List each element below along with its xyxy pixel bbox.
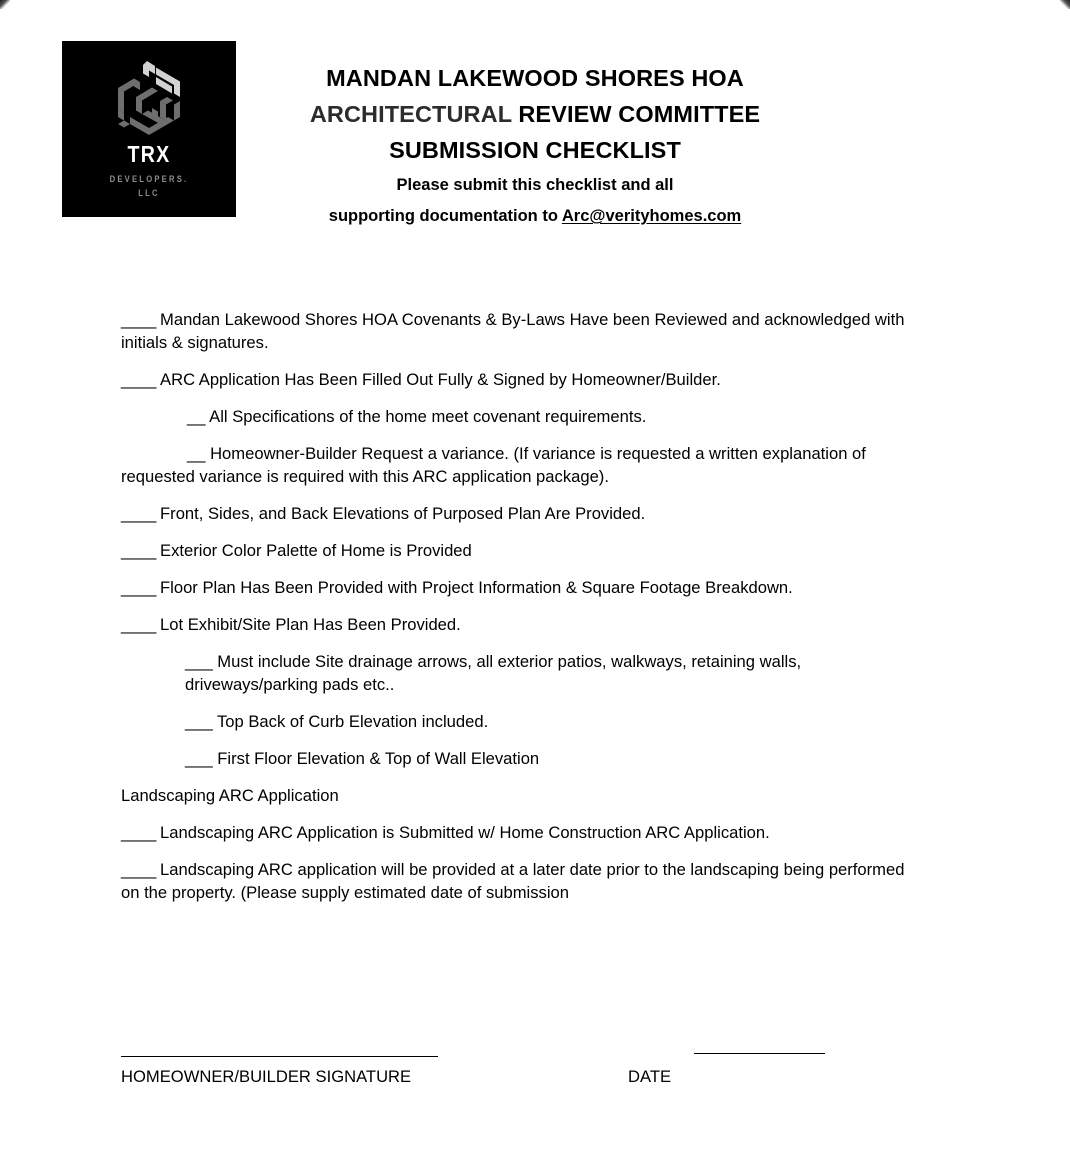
checklist-item	[121, 368, 923, 391]
date-label: DATE	[628, 1067, 672, 1086]
signature-line[interactable]	[121, 1056, 438, 1057]
trx-isometric-hexagon-logo-icon	[103, 57, 195, 141]
checklist-item-text: Landscaping ARC Application is Submitted w/ Home Construction ARC Application.	[160, 823, 770, 842]
submission-instruction-line-1: Please submit this checklist and all	[396, 176, 674, 194]
date-line[interactable]	[694, 1053, 825, 1054]
document-title-line-3: SUBMISSION CHECKLIST	[389, 137, 681, 163]
checklist-blank-line[interactable]: ___	[185, 652, 218, 671]
checklist-item-text: Lot Exhibit/Site Plan Has Been Provided.	[160, 615, 461, 634]
document-title-line-2	[236, 96, 834, 132]
document-title-line-1: MANDAN LAKEWOOD SHORES HOA	[326, 65, 744, 91]
checklist-item	[121, 613, 923, 636]
submission-instruction-line-2	[236, 203, 834, 230]
checklist-item	[121, 821, 923, 844]
checklist-item-text: Front, Sides, and Back Elevations of Purposed Plan Are Provided.	[160, 504, 646, 523]
checklist-blank-line[interactable]: ____	[121, 504, 161, 523]
document-title-line-2-architectural: ARCHITECTURAL	[309, 101, 519, 127]
checklist-item	[121, 405, 923, 428]
submission-email-link[interactable]: Arc@verityhomes.com	[561, 207, 742, 225]
checklist-item	[121, 502, 923, 525]
checklist-item-text: Top Back of Curb Elevation included.	[217, 712, 489, 731]
checklist-blank-line[interactable]: ____	[121, 860, 161, 879]
checklist-item-text: Exterior Color Palette of Home is Provided	[160, 541, 472, 560]
checklist-blank-line[interactable]: __	[187, 444, 211, 463]
logo-wordmark: TRX	[127, 141, 171, 167]
checklist-blank-line[interactable]: ____	[121, 541, 161, 560]
checklist-blank-line[interactable]: ____	[121, 370, 161, 389]
submission-instruction-prefix: supporting documentation to	[328, 207, 562, 225]
logo-subtext-line2: LLC	[138, 187, 160, 198]
signature-block	[121, 1040, 931, 1092]
checklist-item	[121, 784, 923, 807]
checklist-item	[121, 576, 923, 599]
checklist-blank-line[interactable]: ____	[121, 310, 161, 329]
checklist-blank-line[interactable]: ____	[121, 578, 161, 597]
checklist-item	[121, 539, 923, 562]
checklist-item-text: Mandan Lakewood Shores HOA Covenants & By-Laws Have been Reviewed and acknowledged with initials & signatures.	[121, 310, 905, 352]
document-header	[0, 0, 1070, 240]
checklist-item-text: ARC Application Has Been Filled Out Fully & Signed by Homeowner/Builder.	[160, 370, 721, 389]
checklist-blank-line[interactable]: ___	[185, 712, 217, 731]
checklist-item	[121, 710, 923, 733]
logo-subtext-line1: DEVELOPERS.	[109, 174, 189, 184]
checklist-item-text: Landscaping ARC Application	[121, 786, 339, 805]
checklist-item-text: Homeowner-Builder Request a variance. (If variance is requested a written explanation of requested variance is required with this ARC application package).	[121, 444, 866, 486]
checklist-blank-line[interactable]: ____	[121, 823, 161, 842]
checklist-item-text: Must include Site drainage arrows, all exterior patios, walkways, retaining walls, driveways/parking pads etc..	[185, 652, 802, 694]
checklist-item	[121, 308, 923, 354]
checklist-item-text: All Specifications of the home meet covenant requirements.	[209, 407, 647, 426]
signature-label: HOMEOWNER/BUILDER SIGNATURE	[121, 1067, 412, 1086]
checklist-item	[121, 858, 923, 904]
document-title-line-2-review-committee: REVIEW COMMITTEE	[518, 101, 761, 127]
checklist-item	[121, 442, 923, 488]
checklist-item	[121, 650, 923, 696]
signature-row	[121, 1040, 931, 1092]
logo-subtext	[75, 173, 223, 201]
checklist-blank-line[interactable]: ____	[121, 615, 161, 634]
checklist-item	[121, 747, 923, 770]
checklist-blank-line[interactable]: __	[187, 407, 210, 426]
checklist-item-text: Floor Plan Has Been Provided with Project Information & Square Footage Breakdown.	[160, 578, 793, 597]
title-block	[236, 60, 834, 230]
checklist-item-text: Landscaping ARC application will be provided at a later date prior to the landscaping being performed on the property. (Please supply estimated date of submission	[121, 860, 905, 902]
checklist-item-text: First Floor Elevation & Top of Wall Elevation	[217, 749, 540, 768]
trx-developers-logo	[62, 41, 236, 217]
checklist-blank-line[interactable]: ___	[185, 749, 218, 768]
checklist-items	[121, 308, 923, 904]
